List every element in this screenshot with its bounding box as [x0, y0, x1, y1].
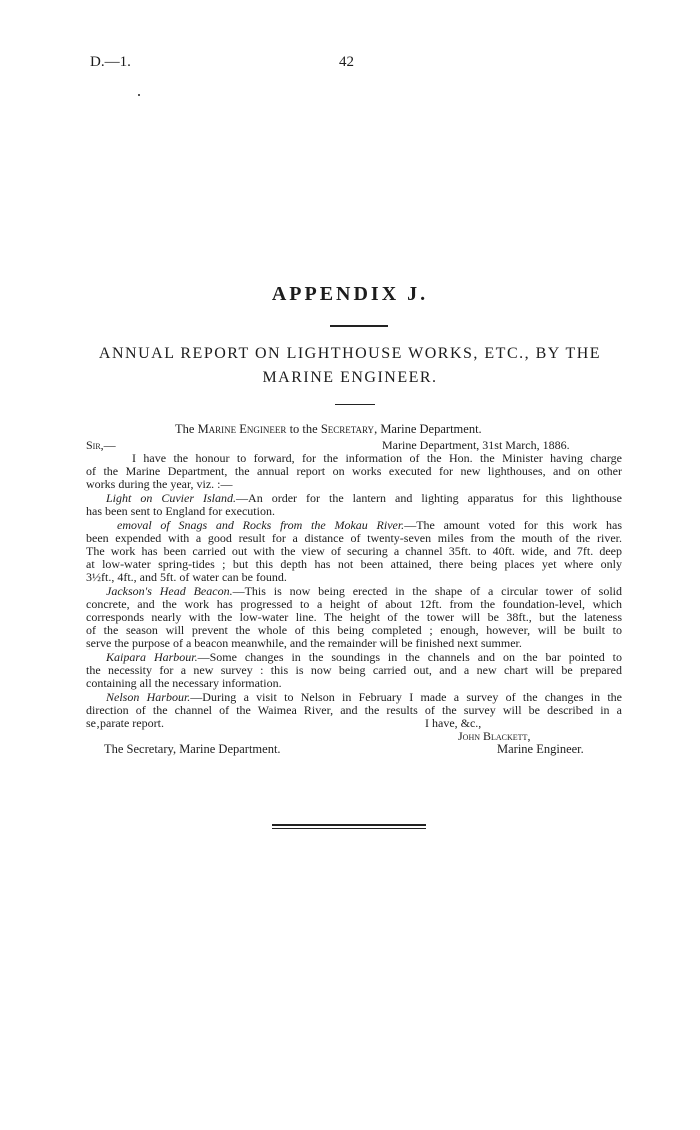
subtitle-divider	[335, 404, 375, 405]
kaipara-title: Kaipara Harbour.	[106, 650, 198, 664]
cuvier-line-1	[106, 491, 622, 505]
kaipara-line-2: the necessity for a new survey : this is now being carried out, and a new chart will be prepared	[86, 663, 622, 677]
kaipara-line-1	[106, 650, 622, 664]
addressee: The Secretary, Marine Department.	[104, 742, 281, 756]
intro-line-3: works during the year, viz. :—	[86, 477, 233, 491]
heading-suffix: , Marine Department.	[374, 422, 482, 436]
jackson-title: Jackson's Head Beacon.	[106, 584, 233, 598]
page-number: 42	[339, 54, 354, 70]
nelson-line-1	[106, 690, 622, 704]
mokau-line-4: at low-water spring-tides ; but this depth has not been attained, there being places yet where only	[86, 557, 622, 571]
jackson-line-3: corresponds nearly with the low-water line. The height of the tower will be 38ft., but the lateness	[86, 610, 622, 624]
document-reference: D.—1.	[90, 54, 131, 70]
signature-name-text: John Blackett,	[458, 729, 531, 743]
mokau-line-3: The work has been carried out with the view of securing a channel 35ft. to 40ft. wide, and 7ft. deep	[86, 544, 622, 558]
signature-title: Marine Engineer.	[497, 742, 584, 756]
signature-name	[458, 729, 530, 743]
heading-mid: to the	[286, 422, 321, 436]
intro-line-1: I have the honour to forward, for the information of the Hon. the Minister having charge	[132, 451, 622, 465]
nelson-title: Nelson Harbour.	[106, 690, 191, 704]
mokau-text-1: —The amount voted for this work has	[404, 518, 622, 532]
nelson-text-1: —During a visit to Nelson in February I made a survey of the changes in the	[190, 690, 623, 704]
heading-to: Secretary	[320, 422, 375, 436]
mokau-line-5: 3½ft., 4ft., and 5ft. of water can be found.	[86, 570, 287, 584]
jackson-line-5: serve the purpose of a beacon meanwhile, and the remainder will be finished next summer.	[86, 636, 522, 650]
kaipara-text-1: —Some changes in the soundings in the channels and on the bar pointed to	[197, 650, 623, 664]
heading-prefix: The	[175, 422, 198, 436]
salutation-text: Sir,—	[86, 438, 116, 452]
mokau-line-2: been expended with a good result for a distance of twenty-seven miles from the mouth of the river.	[86, 531, 622, 545]
kaipara-line-3: containing all the necessary information.	[86, 676, 282, 690]
mokau-line-1	[117, 518, 622, 532]
nelson-line-2: direction of the channel of the Waimea River, and the results of the survey will be described in a	[86, 703, 622, 717]
letter-heading	[175, 422, 482, 436]
salutation	[86, 438, 116, 452]
end-rule-thin	[272, 828, 426, 829]
intro-line-2: of the Marine Department, the annual report on works executed for new lighthouses, and on other	[86, 464, 622, 478]
jackson-line-2: concrete, and the work has progressed to a height of about 12ft. from the foundation-level, which	[86, 597, 622, 611]
report-title-line-1: ANNUAL REPORT ON LIGHTHOUSE WORKS, ETC., BY THE	[98, 345, 602, 362]
jackson-text-1: —This is now being erected in the shape of a circular tower of solid	[232, 584, 623, 598]
heading-from: Marine Engineer	[197, 422, 287, 436]
appendix-title: APPENDIX J.	[271, 283, 429, 305]
nelson-line-3: se‚parate report.	[86, 716, 164, 730]
mokau-title: emoval of Snags and Rocks from the Mokau River.	[117, 518, 405, 532]
report-title-line-2: MARINE ENGINEER.	[262, 369, 438, 386]
place-date: Marine Department, 31st March, 1886.	[382, 438, 570, 452]
closing: I have, &c.,	[425, 716, 482, 730]
cuvier-title: Light on Cuvier Island.	[106, 491, 237, 505]
end-rule-thick	[272, 824, 426, 826]
cuvier-line-2: has been sent to England for execution.	[86, 504, 275, 518]
title-divider	[330, 325, 388, 327]
jackson-line-4: of the season will prevent the whole of this being completed ; enough, however, will be built to	[86, 623, 622, 637]
jackson-line-1	[106, 584, 622, 598]
print-speck	[138, 94, 140, 96]
cuvier-text-1: —An order for the lantern and lighting apparatus for this lighthouse	[236, 491, 623, 505]
